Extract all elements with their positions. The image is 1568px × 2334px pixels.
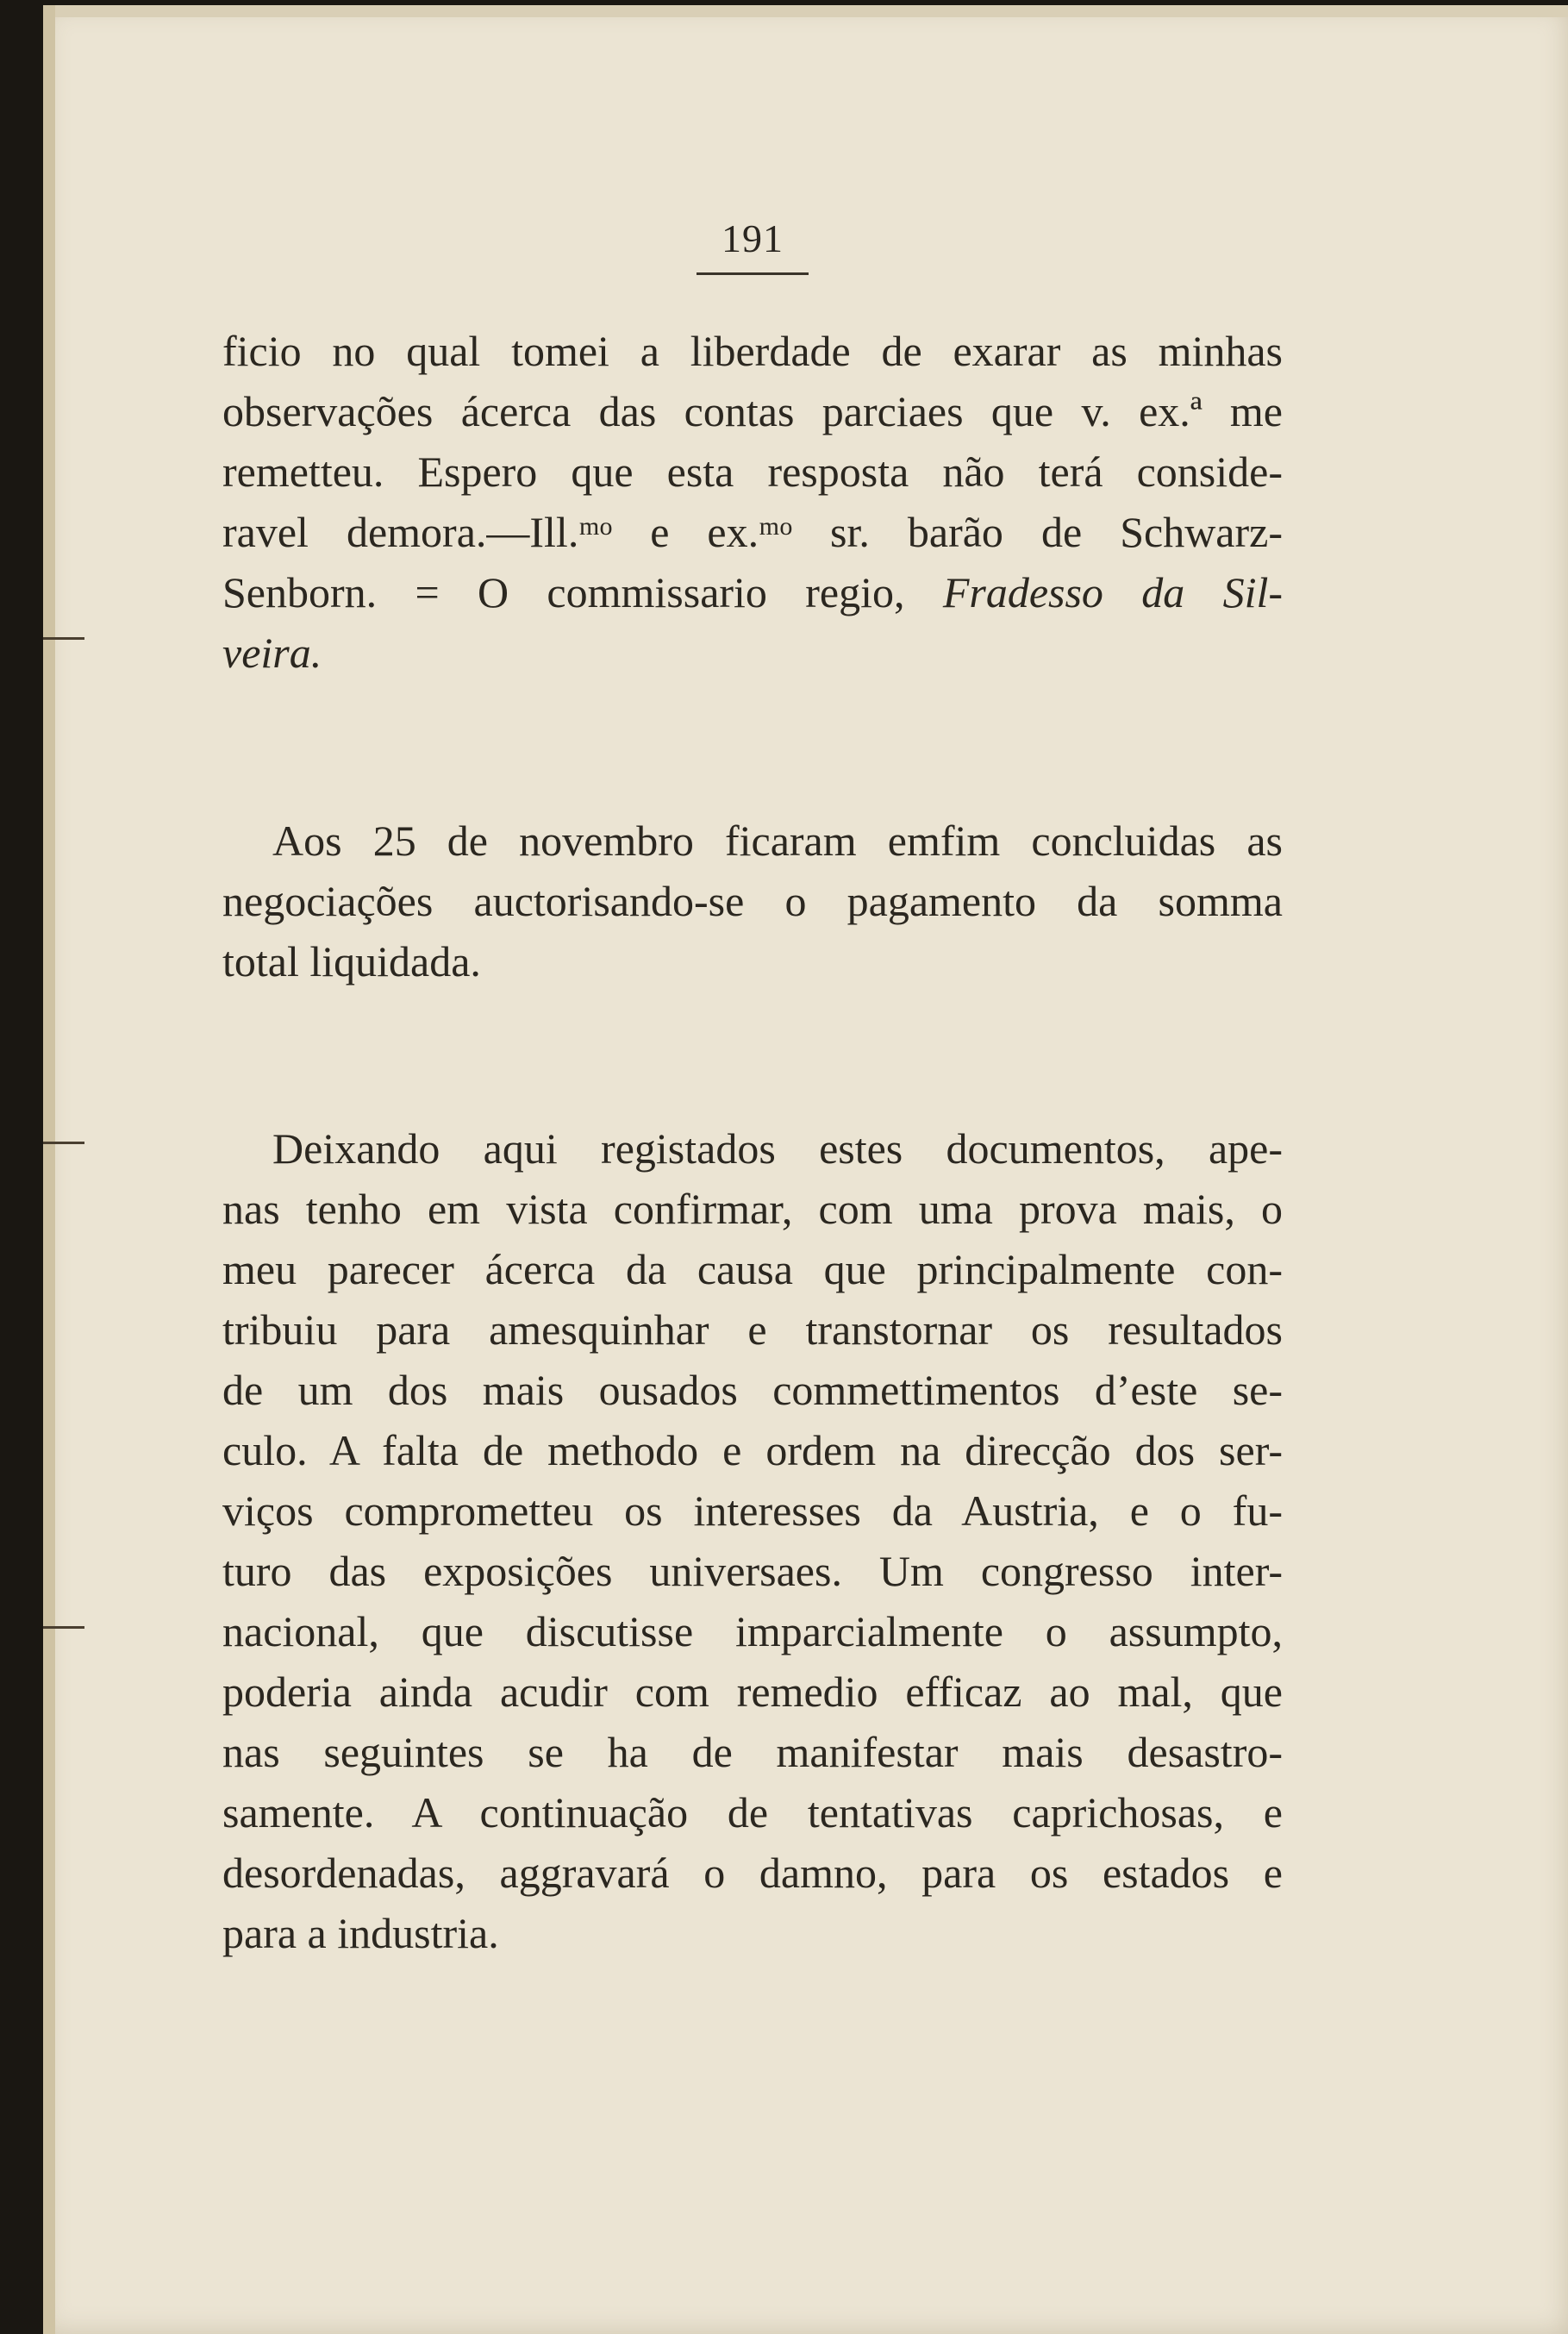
text-line: ficio no qual tomei a liberdade de exarar as minhas bbox=[222, 327, 1283, 375]
page-number: 191 bbox=[722, 216, 784, 260]
text-line: de um dos mais ousados commettimentos d’este se- bbox=[222, 1366, 1283, 1414]
binding-thread bbox=[43, 637, 84, 640]
text-line: viços comprometteu os interesses da Austria, e o fu- bbox=[222, 1486, 1283, 1535]
text-line: remetteu. Espero que esta resposta não terá conside- bbox=[222, 447, 1283, 496]
text-line: negociações auctorisando-se o pagamento da somma bbox=[222, 877, 1283, 925]
text-line: nacional, que discutisse imparcialmente o assumpto, bbox=[222, 1607, 1283, 1655]
text-line: nas seguintes se ha de manifestar mais desastro- bbox=[222, 1728, 1283, 1776]
text-line: ravel demora.—Ill.ᵐᵒ e ex.ᵐᵒ sr. barão de Schwarz- bbox=[222, 508, 1283, 556]
text-line: Deixando aqui registados estes documentos, ape- bbox=[272, 1124, 1283, 1173]
text-line: turo das exposições universaes. Um congresso inter- bbox=[222, 1547, 1283, 1595]
binding-thread bbox=[43, 1142, 84, 1144]
signature-name-continued: veira. bbox=[222, 629, 322, 677]
paragraph-letter-ending bbox=[222, 321, 1283, 683]
text-line: observações ácerca das contas parciaes que v. ex.ª me bbox=[222, 387, 1283, 435]
text-line: tribuiu para amesquinhar e transtornar os resultados bbox=[222, 1305, 1283, 1354]
text-line-start: Senborn. = O commissario regio, bbox=[222, 568, 905, 616]
binding-thread bbox=[43, 1626, 84, 1629]
paragraph-conclusion bbox=[222, 1118, 1283, 1963]
text-line: culo. A falta de methodo e ordem na direcção dos ser- bbox=[222, 1426, 1283, 1474]
paragraph-negotiations bbox=[222, 810, 1283, 992]
text-line: desordenadas, aggravará o damno, para os estados e bbox=[222, 1849, 1283, 1897]
page-number-rule bbox=[697, 272, 809, 275]
text-line: para a industria. bbox=[222, 1909, 499, 1957]
text-line: samente. A continuação de tentativas caprichosas, e bbox=[222, 1788, 1283, 1837]
text-line: total liquidada. bbox=[222, 937, 481, 986]
text-line: poderia ainda acudir com remedio efficaz ao mal, que bbox=[222, 1668, 1283, 1716]
text-line: nas tenho em vista confirmar, com uma prova mais, o bbox=[222, 1185, 1283, 1233]
signature-name: Fradesso da Sil- bbox=[942, 568, 1284, 616]
text-line: meu parecer ácerca da causa que principalmente con- bbox=[222, 1245, 1283, 1293]
text-line bbox=[222, 562, 1283, 623]
page-top-edge bbox=[43, 5, 1568, 17]
page-spine bbox=[43, 5, 55, 2334]
text-line: Aos 25 de novembro ficaram emfim concluidas as bbox=[272, 817, 1283, 865]
